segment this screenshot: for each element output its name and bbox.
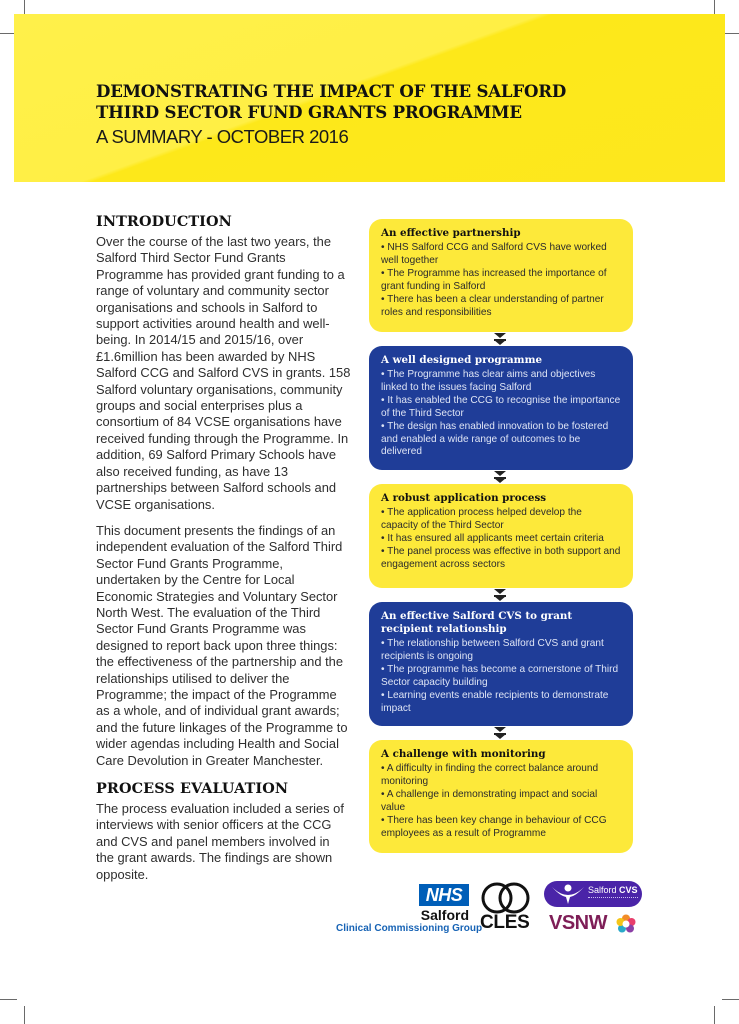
- finding-bullet: • A challenge in demonstrating impact and social value: [381, 788, 598, 813]
- introduction-paragraph-1: Over the course of the last two years, the Salford Third Sector Fund Grants Programme has provided grant funding to a range of voluntary and community sector organisations and schools in Salford to support activities around health and well-being. In 2014/15 and 2015/16, over £1.6million has been awarded by NHS Salford CCG and Salford CVS in grants. 158 Salford voluntary organisations, community groups and social enterprises plus a consortium of 84 VCSE organisations have received funding through the Programme. In addition, 69 Salford Primary Schools have also received funding, as have 13 partnerships between Salford schools and VCSE organisations.: [96, 234, 351, 512]
- document-subtitle: A SUMMARY - OCTOBER 2016: [96, 126, 349, 147]
- finding-bullet: • It has ensured all applicants meet certain criteria: [381, 532, 604, 544]
- salford-cvs-label-plain: Salford: [588, 885, 620, 895]
- flow-arrow-down-icon: [369, 726, 633, 740]
- process-evaluation-paragraph: The process evaluation included a series of interviews with senior officers at the CCG and CVS and panel members involved in the grant awards. The findings are shown opposite.: [96, 801, 344, 882]
- finding-bullets: [381, 638, 621, 715]
- finding-title: A robust application process: [381, 492, 547, 504]
- partner-logos: [330, 878, 650, 938]
- finding-title: An effective partnership: [381, 227, 521, 239]
- finding-bullet: • The application process helped develop the capacity of the Third Sector: [381, 507, 582, 531]
- cles-rings-icon: [480, 881, 532, 915]
- finding-box-cvs-relationship: [369, 602, 633, 726]
- findings-flowchart: [369, 219, 633, 853]
- finding-bullet: • A difficulty in finding the correct balance around monitoring: [381, 763, 599, 787]
- salford-cvs-label-bold: CVS: [619, 885, 638, 895]
- left-column: [96, 213, 351, 893]
- nhs-salford-label: Salford: [420, 907, 469, 923]
- salford-cvs-label: [588, 885, 638, 895]
- salford-cvs-logo: [544, 881, 642, 907]
- crop-mark-bottom-right-vertical: [714, 1006, 715, 1024]
- flow-arrow-down-icon: [369, 332, 633, 346]
- finding-bullet: • The design has enabled innovation to be fostered and enabled a wide range of outcomes to be delivered: [381, 420, 609, 458]
- salford-cvs-figure-icon: [550, 883, 586, 905]
- finding-bullet: • The Programme has increased the importance of grant funding in Salford: [381, 267, 607, 292]
- title-line-1: DEMONSTRATING THE IMPACT OF THE SALFORD: [96, 81, 567, 101]
- crop-mark-bottom-left-vertical: [24, 1006, 25, 1024]
- finding-box-application-process: [369, 484, 633, 588]
- finding-bullet: • Learning events enable recipients to demonstrate impact: [381, 689, 609, 714]
- vsnw-flower-icon: [616, 914, 636, 934]
- flow-arrow-down-icon: [369, 470, 633, 484]
- finding-bullets: [381, 507, 621, 572]
- finding-bullet: • There has been a clear understanding of partner roles and responsibilities: [381, 293, 604, 318]
- document-title: [96, 81, 616, 123]
- finding-title: A well designed programme: [381, 354, 543, 366]
- finding-box-partnership: [369, 219, 633, 332]
- title-line-2: THIRD SECTOR FUND GRANTS PROGRAMME: [96, 102, 522, 122]
- introduction-heading: INTRODUCTION: [96, 213, 232, 230]
- finding-bullet: • The relationship between Salford CVS and grant recipients is ongoing: [381, 638, 604, 662]
- finding-bullets: [381, 763, 621, 840]
- finding-bullets: [381, 369, 621, 459]
- finding-bullet: • It has enabled the CCG to recognise the importance of the Third Sector: [381, 394, 621, 419]
- finding-box-monitoring: [369, 740, 633, 853]
- finding-title: A challenge with monitoring: [381, 748, 546, 760]
- crop-mark-bottom-left-horizontal: [0, 999, 17, 1000]
- finding-bullet: • The Programme has clear aims and objectives linked to the issues facing Salford: [381, 369, 596, 393]
- finding-bullet: • NHS Salford CCG and Salford CVS have worked well together: [381, 242, 607, 266]
- finding-title: An effective Salford CVS to grant recipient relationship: [381, 610, 573, 635]
- introduction-paragraph-2: This document presents the findings of an independent evaluation of the Salford Third Sector Fund Grants Programme, undertaken by the Centre for Local Economic Strategies and Voluntary Sector North West. The evaluation of the Third Sector Fund Grants Programme was designed to report back upon three things: the effectiveness of the partnership and the relationships utilised to deliver the Programme; the impact of the Programme as a whole, and of individual grant awards; and the future linkages of the Programme to wider agendas including Health and Social Care Devolution in Greater Manchester.: [96, 522, 348, 768]
- crop-mark-bottom-right-horizontal: [722, 999, 739, 1000]
- nhs-ccg-label: Clinical Commissioning Group: [336, 923, 483, 934]
- finding-bullet: • The panel process was effective in both support and engagement across sectors: [381, 545, 621, 570]
- salford-cvs-tagline: [588, 897, 638, 901]
- finding-box-programme-design: [369, 346, 633, 470]
- cles-logo-text: CLES: [480, 912, 530, 933]
- flow-arrow-down-icon: [369, 588, 633, 602]
- process-evaluation-heading: PROCESS EVALUATION: [96, 780, 289, 797]
- finding-bullet: • There has been key change in behaviour of CCG employees as a result of Programme: [381, 814, 607, 839]
- nhs-logo: NHS: [419, 884, 469, 906]
- finding-bullets: [381, 242, 621, 319]
- vsnw-logo-text: VSNW: [549, 912, 607, 934]
- finding-bullet: • The programme has become a cornerstone of Third Sector capacity building: [381, 663, 619, 688]
